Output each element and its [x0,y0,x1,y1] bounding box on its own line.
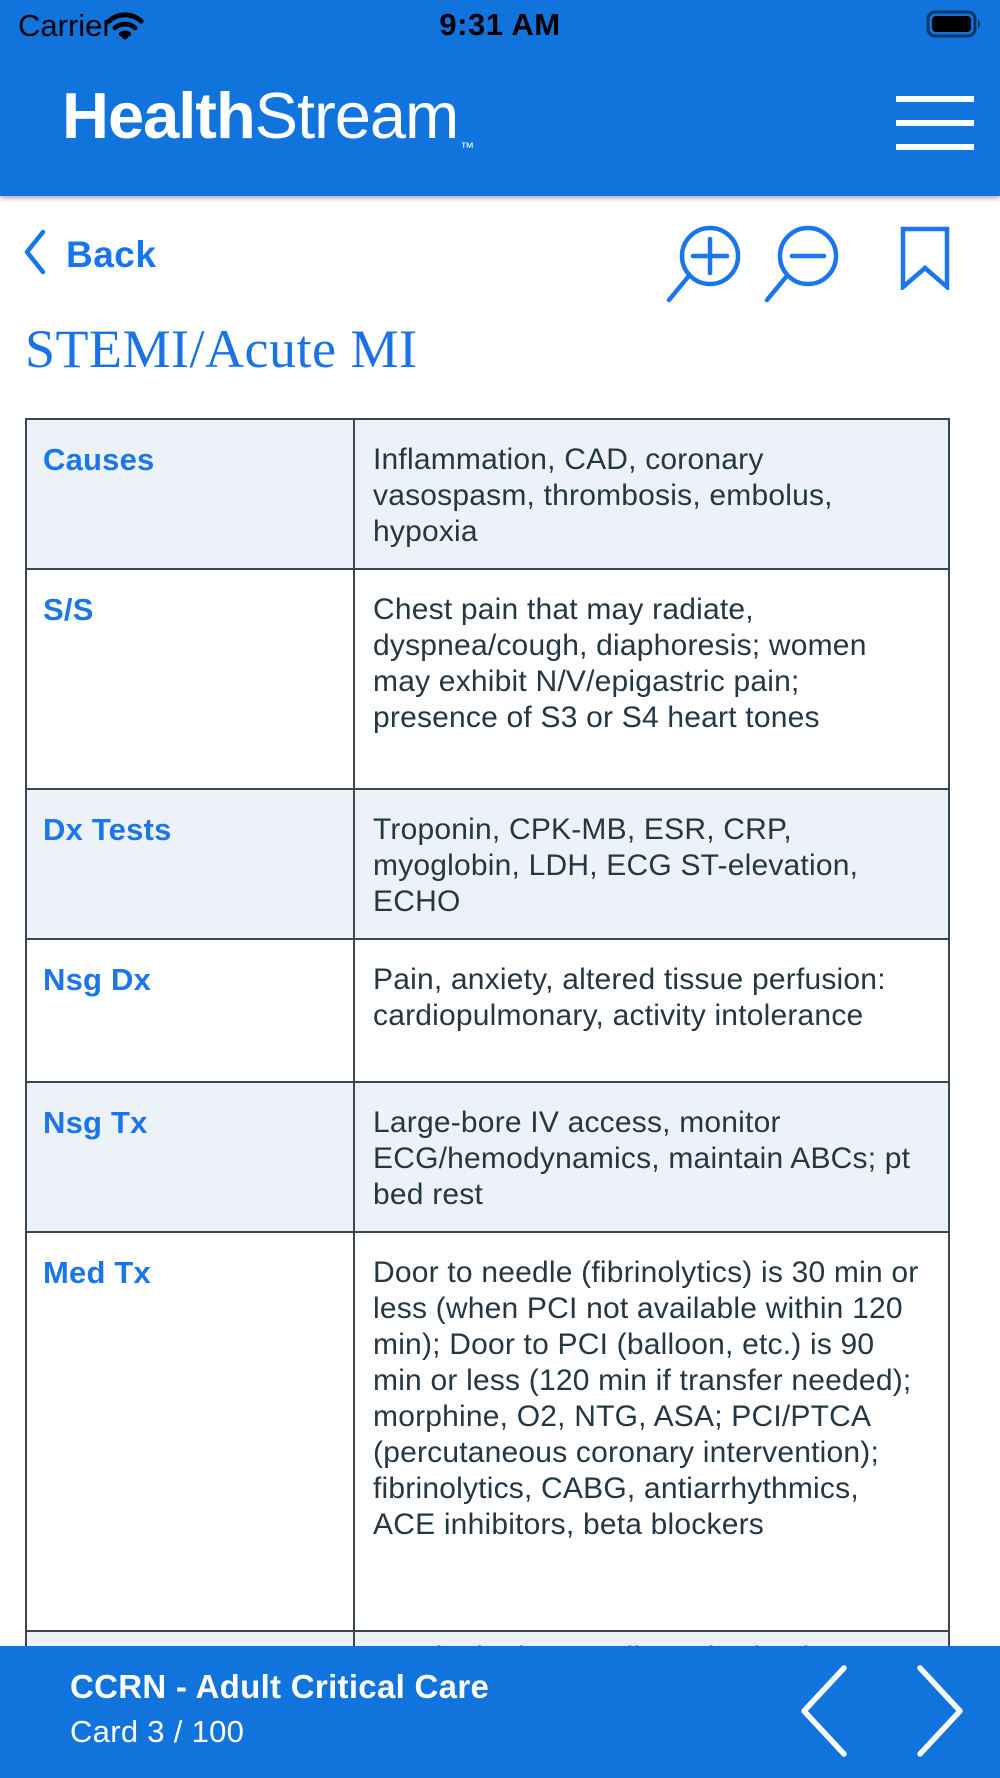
next-card-button[interactable] [916,1664,966,1763]
battery-icon [926,10,984,43]
deck-bar [0,1646,1000,1778]
row-content: Troponin, CPK-MB, ESR, CRP, myoglobin, LDH, ECG ST-elevation, ECHO [354,789,949,939]
table-row [26,419,949,569]
back-chevron-icon [22,228,48,281]
status-bar [0,0,1000,50]
card-title: STEMI/Acute MI [25,319,418,379]
table-row [26,1082,949,1232]
row-label: Causes [26,419,354,569]
row-label: Nsg Dx [26,939,354,1082]
hamburger-icon [896,96,974,102]
clock-time: 9:31 AM [439,7,561,42]
back-label: Back [66,233,157,275]
table-row [26,789,949,939]
table-row [26,1232,949,1631]
app-header [0,0,1000,196]
carrier-label: Carrier [18,8,113,43]
flashcard-table [25,418,950,1778]
row-label: Dx Tests [26,789,354,939]
deck-title: CCRN - Adult Critical Care [70,1668,490,1705]
card-position: Card 3 / 100 [70,1714,245,1749]
flashcard-table-body [26,419,949,1778]
zoom-in-button[interactable] [664,224,742,311]
back-button[interactable] [22,228,156,281]
zoom-out-button[interactable] [762,224,840,311]
row-content: Pain, anxiety, altered tissue perfusion: cardiopulmonary, activity intolerance [354,939,949,1082]
row-content: Chest pain that may radiate, dyspnea/cough, diaphoresis; women may exhibit N/V/epigastric pain; presence of S3 or S4 heart tones [354,569,949,789]
logo-text-stream: Stream [254,79,459,152]
row-label: S/S [26,569,354,789]
table-row [26,939,949,1082]
row-content: Large-bore IV access, monitor ECG/hemodynamics, maintain ABCs; pt bed rest [354,1082,949,1232]
previous-card-button[interactable] [798,1664,848,1763]
healthstream-logo [62,78,475,155]
row-content: Door to needle (fibrinolytics) is 30 min or less (when PCI not available within 120 min); Door to PCI (balloon, etc.) is 90 min or less (120 min if transfer needed); morphine, O2, NTG, ASA; PCI/PTCA (percutaneous coronary intervention); fibrinolytics, CABG, antiarrhythmics, ACE inhibitors, beta blockers [354,1232,949,1631]
bookmark-button[interactable] [900,226,950,295]
table-row [26,569,949,789]
logo-text-health: Health [62,79,255,152]
row-label: Med Tx [26,1232,354,1631]
row-content: Inflammation, CAD, coronary vasospasm, thrombosis, embolus, hypoxia [354,419,949,569]
menu-button[interactable] [896,96,974,154]
trademark-symbol: ™ [460,139,475,155]
row-label: Nsg Tx [26,1082,354,1232]
